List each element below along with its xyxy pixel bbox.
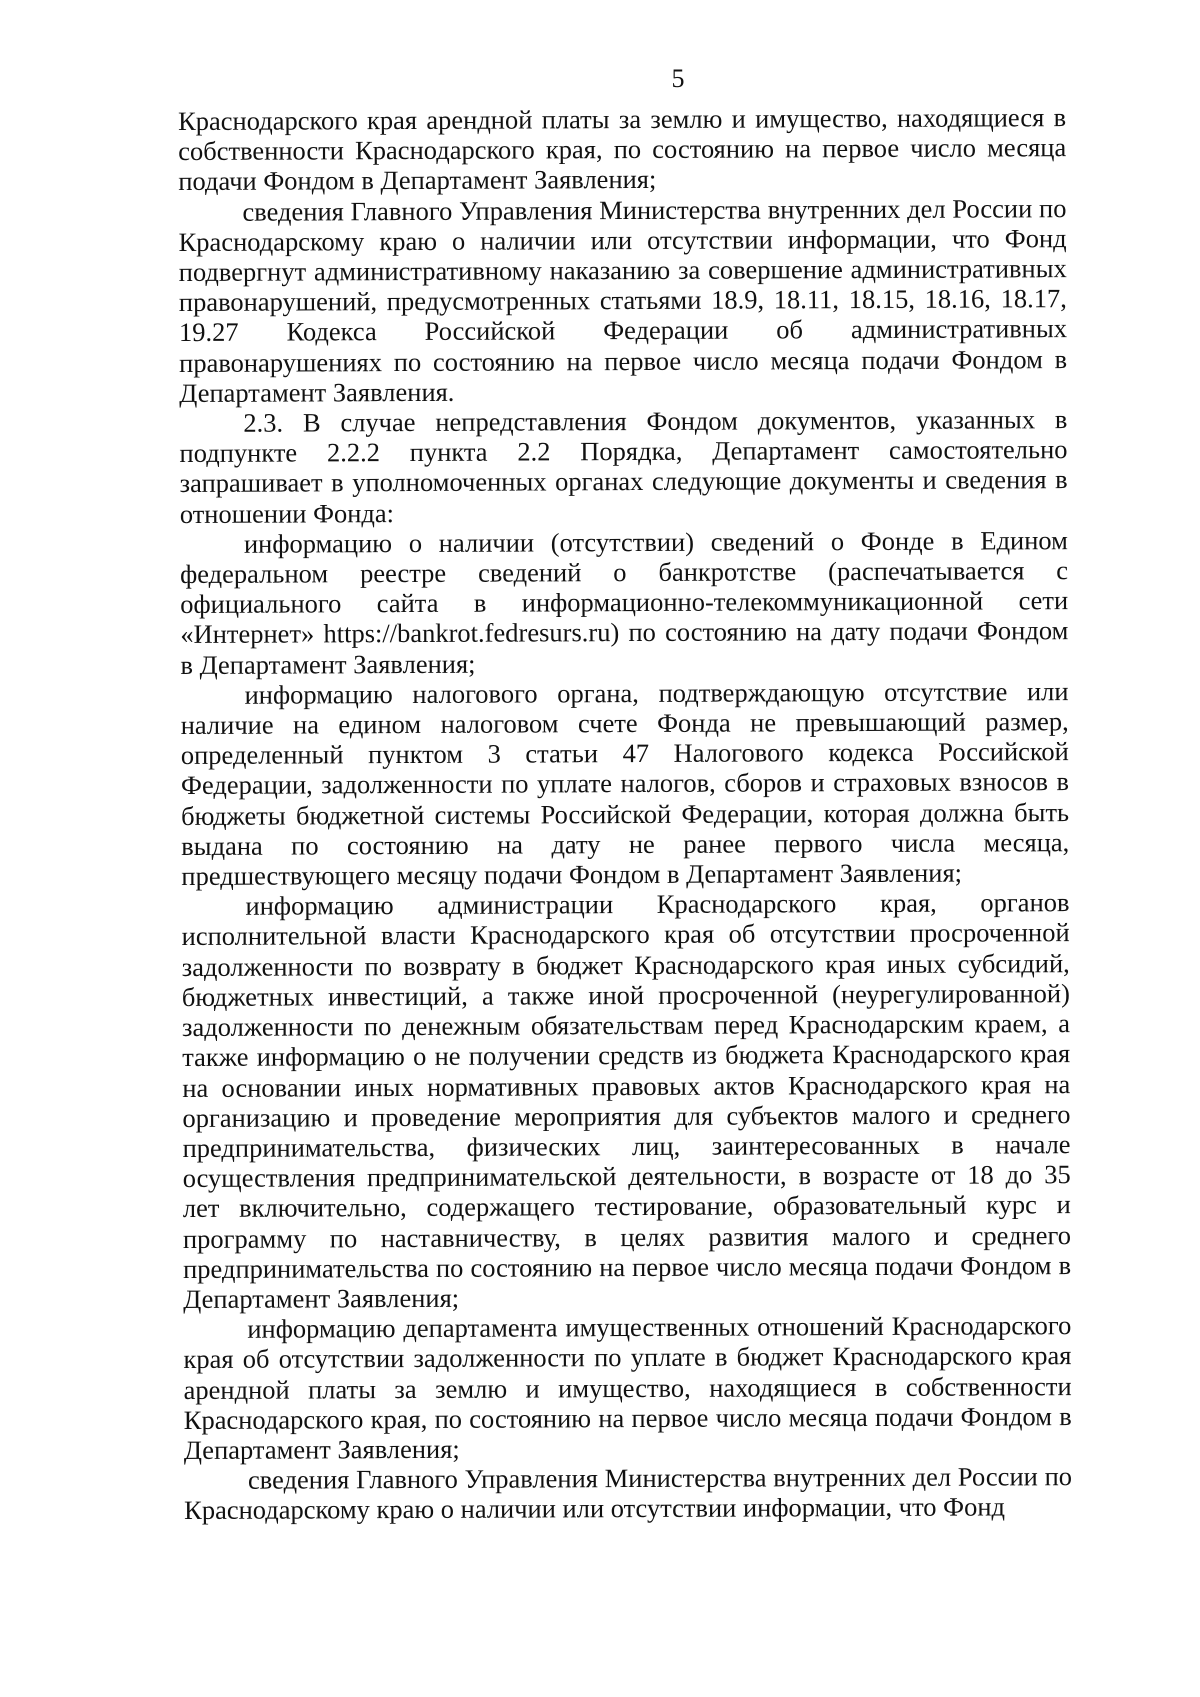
document-body	[178, 102, 1072, 1525]
paragraph-8: сведения Главного Управления Министерства внутренних дел России по Краснодарскому краю о наличии или отсутствии информации, что Фонд	[184, 1461, 1073, 1526]
paragraph-1: Краснодарского края арендной платы за землю и имущество, находящиеся в собственности Краснодарского края, по состоянию на первое число месяца подачи Фондом в Департамент Заявления;	[178, 102, 1067, 197]
paragraph-3: 2.3. В случае непредставления Фондом документов, указанных в подпункте 2.2.2 пункта 2.2 Порядка, Департамент самостоятельно запрашивает в уполномоченных органах следующие документы и сведения в отношении Фонда:	[179, 404, 1068, 529]
paragraph-2: сведения Главного Управления Министерства внутренних дел России по Краснодарскому краю о наличии или отсутствии информации, что Фонд подвергнут административному наказанию за совершение административных правонарушений, предусмотренных статьями 18.9, 18.11, 18.15, 18.16, 18.17, 19.27 Кодекса Российской Федерации об административных правонарушениях по состоянию на первое число месяца подачи Фондом в Департамент Заявления.	[178, 192, 1068, 408]
page-number: 5	[671, 64, 685, 93]
paragraph-7: информацию департамента имущественных отношений Краснодарского края об отсутствии задолженности по уплате в бюджет Краснодарского края арендной платы за землю и имущество, находящиеся в собственности Краснодарского края, по состоянию на первое число месяца подачи Фондом в Департамент Заявления;	[183, 1310, 1072, 1465]
paragraph-4: информацию о наличии (отсутствии) сведений о Фонде в Едином федеральном реестре сведений о банкротстве (распечатывается с официального сайта в информационно-телекоммуникационной сети «Интернет» https://bankrot.fedresurs.ru) по состоянию на дату подачи Фондом в Департамент Заявления;	[179, 524, 1069, 680]
paragraph-5: информацию налогового органа, подтверждающую отсутствие или наличие на едином налоговом счете Фонда не превышающий размер, определенный пунктом 3 статьи 47 Налогового кодекса Российской Федерации, задолженности по уплате налогов, сборов и страховых взносов в бюджеты бюджетной системы Российской Федерации, которая должна быть выдана по состоянию на дату не ранее первого числа месяца, предшествующего месяцу подачи Фондом в Департамент Заявления;	[180, 675, 1070, 892]
paragraph-6: информацию администрации Краснодарского края, органов исполнительной власти Краснодарского края об отсутствии просроченной задолженности по возврату в бюджет Краснодарского края иных субсидий, бюджетных инвестиций, а также иной просроченной (неурегулированной) задолженности по денежным обязательствам перед Краснодарским краем, а также информацию о не получении средств из бюджета Краснодарского края на основании иных нормативных правовых актов Краснодарского края на организацию и проведение мероприятия для субъектов малого и среднего предпринимательства, физических лиц, заинтересованных в начале осуществления предпринимательской деятельности, в возрасте от 18 до 35 лет включительно, содержащего тестирование, образовательный курс и программу по наставничеству, в целях развития малого и среднего предпринимательства по состоянию на первое число месяца подачи Фондом в Департамент Заявления;	[181, 887, 1072, 1314]
